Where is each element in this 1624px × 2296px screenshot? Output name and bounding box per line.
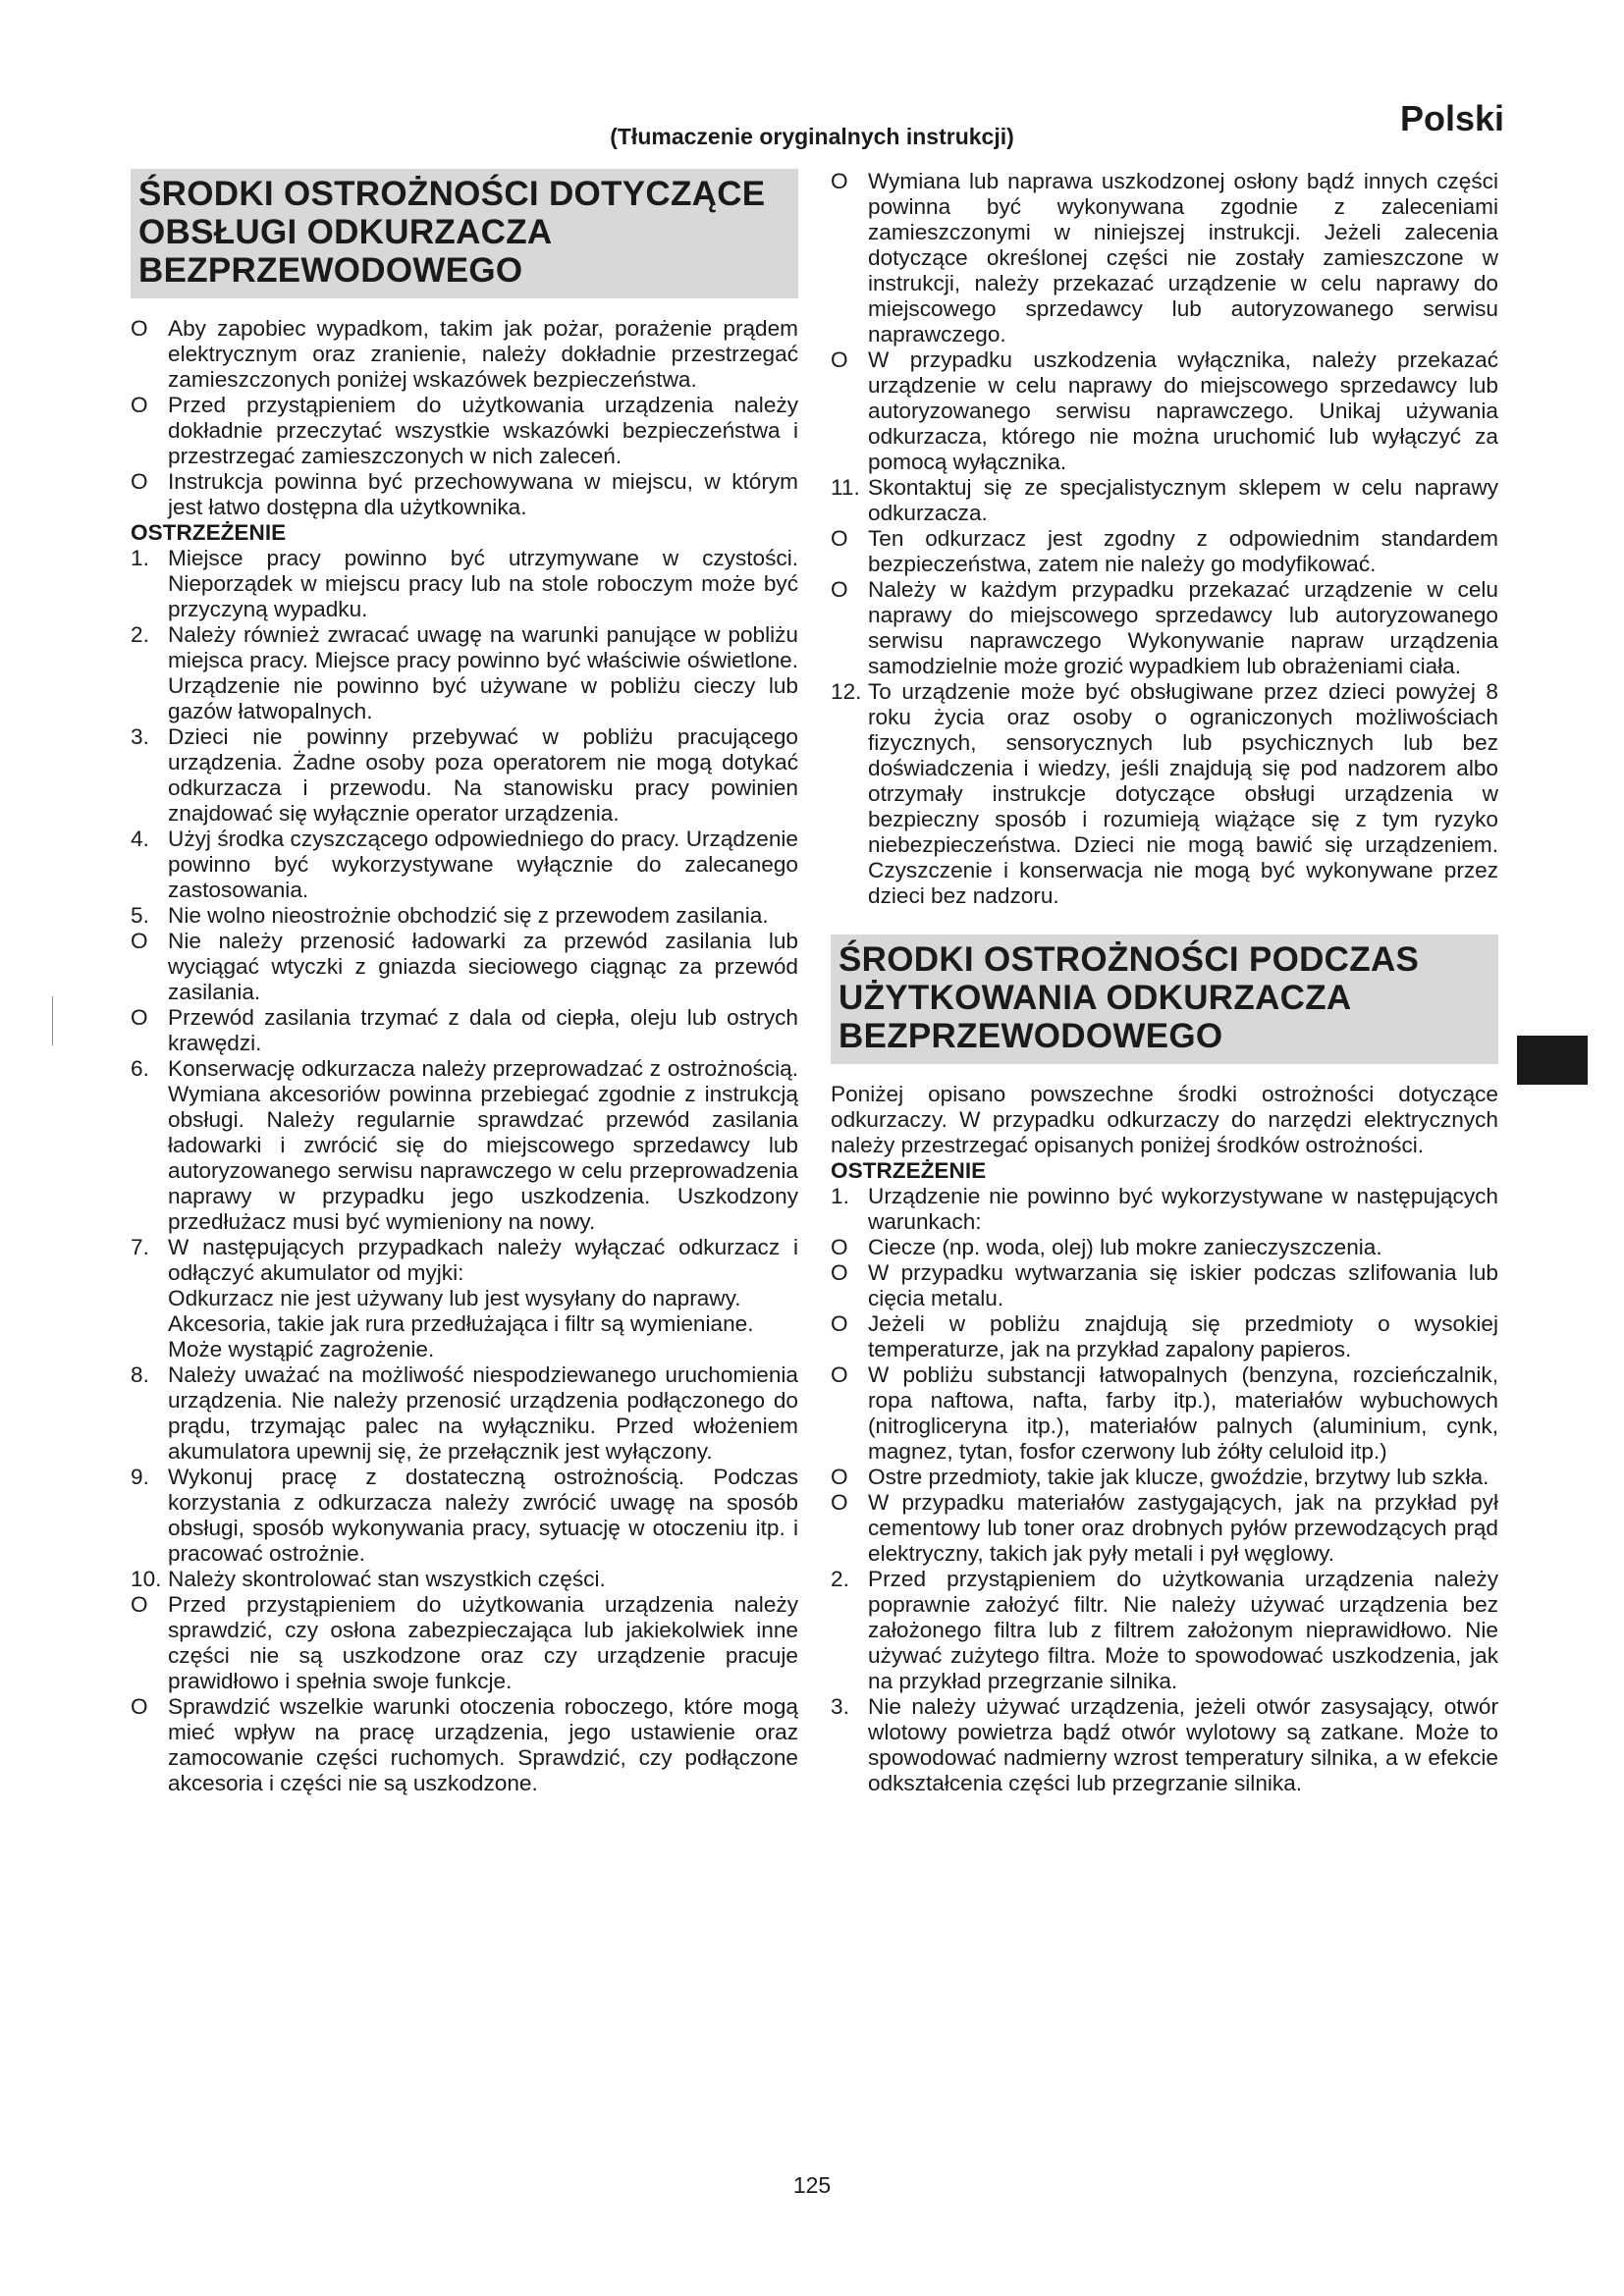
- list-item: [831, 679, 1498, 909]
- list-marker: 10.: [131, 1567, 162, 1591]
- list-item: [131, 316, 798, 393]
- translation-subtitle: (Tłumaczenie oryginalnych instrukcji): [610, 124, 1014, 149]
- list-marker: O: [831, 1465, 848, 1489]
- list-item: [831, 577, 1498, 679]
- list-marker: 3.: [831, 1694, 849, 1719]
- list-marker: O: [831, 1311, 848, 1336]
- language-label: Polski: [1399, 98, 1504, 138]
- list-text: Sprawdzić wszelkie warunki otoczenia roboczego, które mogą mieć wpływ na pracę urządzenia, jego ustawienie oraz zamocowanie części ruchomych. Sprawdzić, czy podłączone akcesoria i części nie są uszkodzone.: [168, 1694, 798, 1795]
- list-item: [831, 169, 1498, 347]
- sub-paragraph: Może wystąpić zagrożenie.: [168, 1337, 435, 1362]
- list-item: [831, 347, 1498, 475]
- right-list: [831, 169, 1498, 909]
- list-item: [131, 1005, 798, 1056]
- margin-mark: [52, 996, 53, 1045]
- list-text: Przewód zasilania trzymać z dala od ciepła, oleju lub ostrych krawędzi.: [168, 1005, 798, 1055]
- list-marker: 7.: [131, 1235, 149, 1259]
- warning-heading: OSTRZEŻENIE: [131, 520, 287, 545]
- list-marker: 2.: [131, 622, 149, 647]
- sub-paragraph: Akcesoria, takie jak rura przedłużająca i filtr są wymieniane.: [168, 1311, 754, 1336]
- list-text: Przed przystąpieniem do użytkowania urządzenia należy dokładnie przeczytać wszystkie wskazówki bezpieczeństwa i przestrzegać zamieszczonych w nich zaleceń.: [168, 393, 798, 468]
- list-text: Konserwację odkurzacza należy przeprowadzać z ostrożnością. Wymiana akcesoriów powinna przebiegać zgodnie z instrukcją obsługi. Należy regularnie sprawdzać przewód zasilania ładowarki i zwrócić się do miejscowego sprzedawcy lub autoryzowanego serwisu naprawczego w celu przeprowadzenia naprawy w przypadku jego uszkodzenia. Uszkodzony przedłużacz musi być wymieniony na nowy.: [168, 1056, 798, 1234]
- list-item: [831, 1311, 1498, 1362]
- left-warning-list: [131, 546, 798, 1286]
- language-tab-marker: [1517, 1036, 1588, 1085]
- list-item: [831, 1465, 1498, 1490]
- list-marker: O: [131, 1005, 148, 1030]
- list-text: Ostre przedmioty, takie jak klucze, gwoździe, brzytwy lub szkła.: [868, 1465, 1489, 1489]
- list-item: [831, 1490, 1498, 1567]
- list-marker: O: [131, 929, 148, 953]
- list-item: [831, 1694, 1498, 1796]
- sub-paragraph: Odkurzacz nie jest używany lub jest wysyłany do naprawy.: [168, 1286, 741, 1310]
- list-text: Skontaktuj się ze specjalistycznym sklepem w celu naprawy odkurzacza.: [868, 475, 1498, 525]
- list-marker: 4.: [131, 827, 149, 851]
- list-text: Należy w każdym przypadku przekazać urządzenie w celu naprawy do miejscowego sprzedawcy lub autoryzowanego serwisu naprawczego Wykonywanie napraw urządzenia samodzielnie może grozić wypadkiem lub obrażeniami ciała.: [868, 577, 1498, 678]
- list-item: [131, 1362, 798, 1465]
- list-marker: O: [131, 393, 148, 417]
- list-marker: 9.: [131, 1465, 149, 1489]
- list-marker: O: [831, 347, 848, 372]
- list-item: [131, 1465, 798, 1567]
- list-marker: O: [831, 1362, 848, 1387]
- list-item: [131, 622, 798, 724]
- list-marker: 2.: [831, 1567, 849, 1591]
- list-text: Ciecze (np. woda, olej) lub mokre zanieczyszczenia.: [868, 1235, 1382, 1259]
- right-warning-list: [831, 1184, 1498, 1796]
- section-intro: Poniżej opisano powszechne środki ostrożności dotyczące odkurzaczy. W przypadku odkurzaczy do narzędzi elektrycznych należy przestrzegać opisanych poniżej środków ostrożności.: [831, 1082, 1498, 1157]
- left-intro-list: [131, 316, 798, 520]
- list-marker: O: [831, 1235, 848, 1259]
- list-item: [131, 1592, 798, 1694]
- list-text: Wykonuj pracę z dostateczną ostrożnością. Podczas korzystania z odkurzacza należy zwrócić uwagę na sposób obsługi, sposób wykonywania pracy, sytuację w otoczeniu itp. i pracować ostrożnie.: [168, 1465, 798, 1566]
- list-marker: O: [131, 1592, 148, 1617]
- list-marker: O: [131, 469, 148, 494]
- section-title-uzytkowanie: ŚRODKI OSTROŻNOŚCI PODCZAS UŻYTKOWANIA ODKURZACZA BEZPRZEWODOWEGO: [831, 934, 1498, 1064]
- list-marker: 8.: [131, 1362, 149, 1387]
- list-text: Aby zapobiec wypadkom, takim jak pożar, porażenie prądem elektrycznym oraz zranienie, należy dokładnie przestrzegać zamieszczonych poniżej wskazówek bezpieczeństwa.: [168, 316, 798, 392]
- item7-sublist: [131, 1286, 798, 1362]
- list-item: [131, 546, 798, 622]
- left-warning-list-cont: [131, 1362, 798, 1796]
- list-marker: O: [831, 1490, 848, 1515]
- list-text: Użyj środka czyszczącego odpowiedniego do pracy. Urządzenie powinno być wykorzystywane wyłącznie do zalecanego zastosowania.: [168, 827, 798, 902]
- list-marker: 11.: [831, 475, 860, 500]
- list-marker: 12.: [831, 679, 862, 704]
- list-item: [131, 1694, 798, 1796]
- list-marker: O: [831, 169, 848, 193]
- list-marker: O: [831, 526, 848, 551]
- list-item: [131, 827, 798, 903]
- list-text: Wymiana lub naprawa uszkodzonej osłony bądź innych części powinna być wykonywana zgodnie z zaleceniami zamieszczonymi w niniejszej instrukcji. Jeżeli zalecenia dotyczące określonej części nie zostały zamieszczone w instrukcji, należy przekazać urządzenie w celu naprawy do miejscowego sprzedawcy lub autoryzowanego serwisu naprawczego.: [868, 169, 1498, 347]
- list-text: W przypadku wytwarzania się iskier podczas szlifowania lub cięcia metalu.: [868, 1260, 1498, 1310]
- list-text: Jeżeli w pobliżu znajdują się przedmioty o wysokiej temperaturze, jak na przykład zapalony papieros.: [868, 1311, 1498, 1362]
- right-column: [831, 169, 1498, 1796]
- list-item: [831, 1567, 1498, 1694]
- list-item: [131, 929, 798, 1005]
- list-text: To urządzenie może być obsługiwane przez dzieci powyżej 8 roku życia oraz osoby o ograniczonych możliwościach fizycznych, sensorycznych lub psychicznych lub bez doświadczenia i wiedzy, jeśli znajdują się pod nadzorem albo otrzymały instrukcje dotyczące obsługi urządzenia w bezpieczny sposób i rozumieją wiążące się z tym ryzyko niebezpieczeństwa. Dzieci nie mogą bawić się urządzeniem. Czyszczenie i konserwacja nie mogą być wykonywane przez dzieci bez nadzoru.: [868, 679, 1498, 908]
- list-marker: O: [131, 316, 148, 341]
- list-text: Należy również zwracać uwagę na warunki panujące w pobliżu miejsca pracy. Miejsce pracy powinno być właściwie oświetlone. Urządzenie nie powinno być używane w pobliżu cieczy lub gazów łatwopalnych.: [168, 622, 798, 723]
- list-item: [831, 1235, 1498, 1260]
- list-text: Dzieci nie powinny przebywać w pobliżu pracującego urządzenia. Żadne osoby poza operatorem nie mogą dotykać odkurzacza i przewodu. Na stanowisku pracy powinien znajdować się wyłącznie operator urządzenia.: [168, 724, 798, 826]
- list-text: W pobliżu substancji łatwopalnych (benzyna, rozcieńczalnik, ropa naftowa, nafta, farby itp.), materiałów wybuchowych (nitrogliceryna itp.), materiałów palnych (aluminium, cynk, magnez, tytan, fosfor czerwony lub żółty celuloid itp.): [868, 1362, 1498, 1464]
- list-text: W przypadku uszkodzenia wyłącznika, należy przekazać urządzenie w celu naprawy do miejscowego sprzedawcy lub autoryzowanego serwisu naprawczego. Unikaj używania odkurzacza, którego nie można uruchomić lub wyłączyć za pomocą wyłącznika.: [868, 347, 1498, 474]
- list-item: [131, 1056, 798, 1235]
- list-text: W następujących przypadkach należy wyłączać odkurzacz i odłączyć akumulator od myjki:: [168, 1235, 798, 1285]
- left-column: [131, 169, 798, 1796]
- list-item: [831, 1260, 1498, 1311]
- list-marker: 6.: [131, 1056, 149, 1081]
- list-marker: 1.: [131, 546, 149, 570]
- list-item: [831, 475, 1498, 526]
- list-item: [131, 469, 798, 520]
- list-item: [131, 393, 798, 469]
- list-text: Nie należy przenosić ładowarki za przewód zasilania lub wyciągać wtyczki z gniazda sieciowego ciągnąc za przewód zasilania.: [168, 929, 798, 1004]
- list-text: Należy skontrolować stan wszystkich części.: [168, 1567, 606, 1591]
- list-text: Przed przystąpieniem do użytkowania urządzenia należy sprawdzić, czy osłona zabezpieczająca lub jakiekolwiek inne części nie są uszkodzone oraz czy urządzenie pracuje prawidłowo i spełnia swoje funkcje.: [168, 1592, 798, 1693]
- list-marker: 1.: [831, 1184, 849, 1208]
- list-text: Nie wolno nieostrożnie obchodzić się z przewodem zasilania.: [168, 903, 769, 928]
- list-text: Nie należy używać urządzenia, jeżeli otwór zasysający, otwór wlotowy powietrza bądź otwór wylotowy są zatkane. Może to spowodować nadmierny wzrost temperatury silnika, a w efekcie odkształcenia części lub przegrzanie silnika.: [868, 1694, 1498, 1795]
- list-text: Instrukcja powinna być przechowywana w miejscu, w którym jest łatwo dostępna dla użytkownika.: [168, 469, 798, 519]
- list-marker: O: [831, 577, 848, 602]
- list-marker: 3.: [131, 724, 149, 749]
- list-marker: O: [131, 1694, 148, 1719]
- list-text: Ten odkurzacz jest zgodny z odpowiednim standardem bezpieczeństwa, zatem nie należy go modyfikować.: [868, 526, 1498, 576]
- list-text: Należy uważać na możliwość niespodziewanego uruchomienia urządzenia. Nie należy przenosić urządzenia podłączonego do prądu, trzymając palec na wyłączniku. Przed włożeniem akumulatora upewnij się, że przełącznik jest wyłączony.: [168, 1362, 798, 1464]
- list-marker: O: [831, 1260, 848, 1285]
- section-title-obsluga: ŚRODKI OSTROŻNOŚCI DOTYCZĄCE OBSŁUGI ODKURZACZA BEZPRZEWODOWEGO: [131, 169, 798, 298]
- page-number: 125: [792, 2172, 832, 2198]
- list-item: [831, 1362, 1498, 1465]
- list-marker: 5.: [131, 903, 149, 928]
- list-item: [831, 1184, 1498, 1235]
- list-text: Przed przystąpieniem do użytkowania urządzenia należy poprawnie założyć filtr. Nie należy używać urządzenia bez założonego filtra lub z filtrem założonym nieprawidłowo. Nie używać zużytego filtra. Może to spowodować uszkodzenia, jak na przykład przegrzanie silnika.: [868, 1567, 1498, 1693]
- list-item: [831, 526, 1498, 577]
- list-item: [131, 1567, 798, 1592]
- list-text: Miejsce pracy powinno być utrzymywane w czystości. Nieporządek w miejscu pracy lub na stole roboczym może być przyczyną wypadku.: [168, 546, 798, 621]
- warning-heading-2: OSTRZEŻENIE: [831, 1158, 987, 1183]
- list-item: [131, 1235, 798, 1286]
- list-item: [131, 903, 798, 929]
- list-item: [131, 724, 798, 827]
- list-text: Urządzenie nie powinno być wykorzystywane w następujących warunkach:: [868, 1184, 1498, 1234]
- list-text: W przypadku materiałów zastygających, jak na przykład pył cementowy lub toner oraz drobnych pyłów przewodzących prąd elektryczny, takich jak pyły metali i pył węglowy.: [868, 1490, 1498, 1566]
